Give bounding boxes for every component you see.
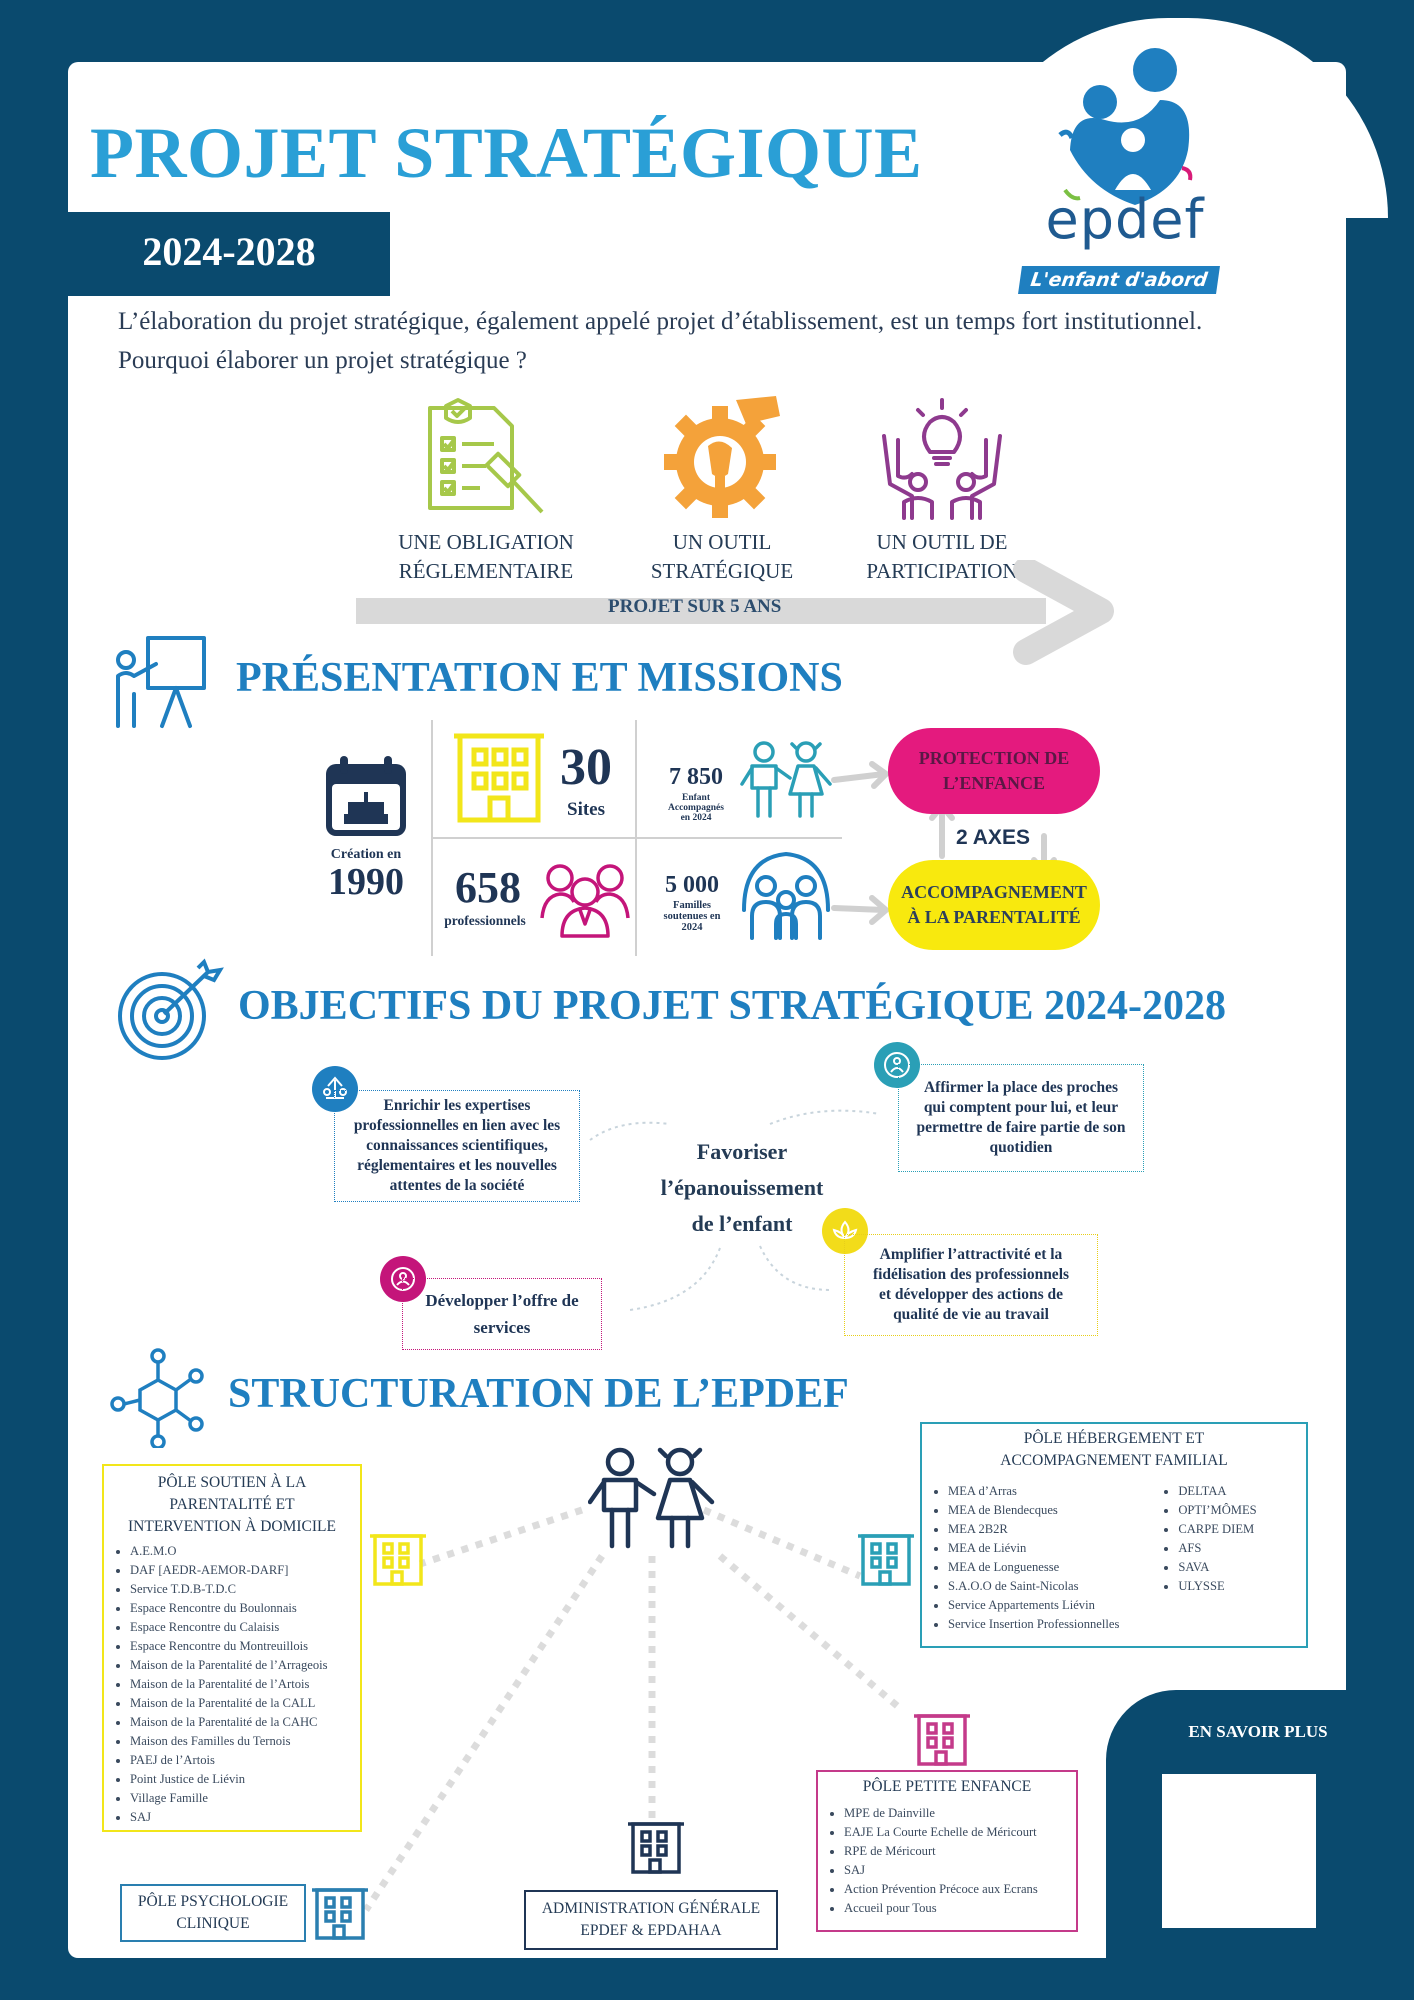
list-item: • Espace Rencontre du Calaisis <box>130 1618 360 1637</box>
presentation-icon-wrap <box>112 634 210 734</box>
pole-petite-enfance-title: PÔLE PETITE ENFANCE <box>862 1778 1032 1795</box>
hebergement-building-wrap <box>858 1530 914 1592</box>
why-label-participation: UN OUTIL DE PARTICIPATION <box>866 530 1018 583</box>
objective-attractivite: Amplifier l’attractivité et la fidélisation des professionnels et développer des actions de qualité de vie au travail <box>844 1234 1098 1336</box>
two-children-icon <box>738 740 834 820</box>
petite-enfance-building-icon <box>914 1710 970 1768</box>
list-item: • SAJ <box>844 1861 1076 1880</box>
presenter-board-icon <box>112 634 210 730</box>
list-item: • SAVA <box>1178 1558 1306 1577</box>
list-item: • MEA d’Arras <box>948 1482 1152 1501</box>
calendar-icon-wrap <box>322 754 410 844</box>
qr-code-placeholder[interactable] <box>1162 1774 1316 1928</box>
list-item: • Accueil pour Tous <box>844 1899 1076 1918</box>
list-item: • PAEJ de l’Artois <box>130 1751 360 1770</box>
creation-label: Création en <box>330 847 402 862</box>
children-icon-wrap <box>738 740 834 824</box>
pole-administration-box <box>524 1890 778 1950</box>
list-item: • S.A.O.O de Saint-Nicolas <box>948 1577 1152 1596</box>
list-item: • Service Insertion Professionnelles <box>948 1615 1152 1634</box>
raised-hands-bulb-icon <box>878 396 1008 521</box>
psychologie-building-icon <box>312 1884 368 1942</box>
pole-soutien-box <box>102 1464 362 1832</box>
objectives-title: OBJECTIFS DU PROJET STRATÉGIQUE 2024-2028 <box>238 983 1226 1029</box>
list-item: • Maison des Familles du Ternois <box>130 1732 360 1751</box>
children-label: Enfant Accompagnés en 2024 <box>668 793 724 823</box>
objective-center: Favoriser l’épanouissement de l’enfant <box>660 1139 824 1236</box>
pole-soutien-title: PÔLE SOUTIEN À LA PARENTALITÉ ET INTERVENTION À DOMICILE <box>128 1474 336 1535</box>
molecule-network-icon <box>110 1348 210 1448</box>
structure-title: STRUCTURATION DE L’EPDEF <box>228 1371 849 1417</box>
pole-psychologie-title: PÔLE PSYCHOLOGIE CLINIQUE <box>137 1893 289 1932</box>
families-value: 5 000 <box>665 872 719 898</box>
pole-soutien-list <box>104 1542 360 1827</box>
list-item: • Maison de la Parentalité de l’Artois <box>130 1675 360 1694</box>
list-item: • Espace Rencontre du Boulonnais <box>130 1599 360 1618</box>
pole-administration-title: ADMINISTRATION GÉNÉRALE EPDEF & EPDAHAA <box>541 1900 761 1939</box>
pole-hebergement-list-left <box>922 1482 1152 1634</box>
epdef-logo <box>1010 40 1240 300</box>
administration-building-icon <box>628 1818 684 1876</box>
list-item: • CARPE DIEM <box>1178 1520 1306 1539</box>
list-item: • Maison de la Parentalité de la CAHC <box>130 1713 360 1732</box>
team-icon-wrap <box>540 858 630 942</box>
objective-offre: Développer l’offre de services <box>402 1278 602 1350</box>
pole-hebergement-columns <box>922 1482 1306 1634</box>
pole-petite-enfance-list <box>818 1804 1076 1918</box>
savoir-plus-label[interactable]: EN SAVOIR PLUS <box>1188 1722 1328 1741</box>
axis-parentalite-pill: ACCOMPAGNEMENT À LA PARENTALITÉ <box>888 860 1100 950</box>
pole-petite-enfance-box <box>816 1770 1078 1932</box>
years-label: 2024-2028 <box>142 229 316 274</box>
why-label-obligation: UNE OBLIGATION RÉGLEMENTAIRE <box>398 530 574 583</box>
petite-enfance-building-wrap <box>914 1710 970 1772</box>
sites-label: Sites <box>567 799 605 820</box>
soutien-building-wrap <box>370 1530 426 1592</box>
list-item: • DELTAA <box>1178 1482 1306 1501</box>
list-item: • Village Famille <box>130 1789 360 1808</box>
list-item: • A.E.M.O <box>130 1542 360 1561</box>
arrow-label: PROJET SUR 5 ANS <box>608 596 782 617</box>
families-label: Familles soutenues en 2024 <box>663 900 721 934</box>
hebergement-building-icon <box>858 1530 914 1588</box>
list-item: • MEA de Longuenesse <box>948 1558 1152 1577</box>
calendar-cake-icon <box>322 754 410 840</box>
professionals-value: 658 <box>455 863 521 912</box>
pole-hebergement-list-right <box>1152 1482 1306 1634</box>
list-item: • Service T.D.B-T.D.C <box>130 1580 360 1599</box>
list-item: • SAJ <box>130 1808 360 1827</box>
list-item: • Espace Rencontre du Montreuillois <box>130 1637 360 1656</box>
building-icon <box>452 728 546 824</box>
list-item: • Maison de la Parentalité de l’Arrageois <box>130 1656 360 1675</box>
list-item: • RPE de Méricourt <box>844 1842 1076 1861</box>
objective-expertise: Enrichir les expertises professionnelles en lien avec les connaissances scientifiques, réglementaires et les nouvelles attentes de la société <box>334 1090 580 1202</box>
psychologie-building-wrap <box>312 1884 368 1946</box>
children-value: 7 850 <box>669 764 723 790</box>
why-label-strategic: UN OUTIL STRATÉGIQUE <box>650 530 794 583</box>
soutien-building-icon <box>370 1530 426 1588</box>
boy-girl-icon <box>588 1446 716 1550</box>
family-group-icon <box>736 850 836 940</box>
pole-hebergement-title: PÔLE HÉBERGEMENT ET ACCOMPAGNEMENT FAMILIAL <box>1000 1430 1228 1469</box>
intro-text: L’élaboration du projet stratégique, également appelé projet d’établissement, est un temps fort institutionnel. Pourquoi élaborer un projet stratégique ? <box>118 308 1203 374</box>
list-item: • ULYSSE <box>1178 1577 1306 1596</box>
sites-value: 30 <box>560 739 612 796</box>
list-item: • DAF [AEDR-AEMOR-DARF] <box>130 1561 360 1580</box>
team-people-icon <box>540 858 630 938</box>
list-item: • OPTI’MÔMES <box>1178 1501 1306 1520</box>
gear-hand-icon <box>658 396 788 521</box>
logo-name: epdef <box>1045 188 1205 251</box>
administration-building-wrap <box>628 1818 684 1880</box>
structure-icon-wrap <box>110 1348 210 1452</box>
pole-hebergement-box <box>920 1422 1308 1648</box>
creation-year: 1990 <box>328 861 404 903</box>
list-item: • AFS <box>1178 1539 1306 1558</box>
list-item: • EAJE La Courte Echelle de Méricourt <box>844 1823 1076 1842</box>
page-title: PROJET STRATÉGIQUE <box>90 113 923 193</box>
objective-proches: Affirmer la place des proches qui comptent pour lui, et leur permettre de faire partie de son quotidien <box>898 1064 1144 1172</box>
professionals-label: professionnels <box>444 913 526 928</box>
children-center-icon-wrap <box>588 1446 716 1554</box>
family-logo-icon <box>1010 40 1240 300</box>
families-icon-wrap <box>736 850 836 944</box>
pole-psychologie-box <box>120 1884 306 1942</box>
obligation-icon-wrap <box>416 396 556 525</box>
list-item: • MEA de Blendecques <box>948 1501 1152 1520</box>
list-item: • MPE de Dainville <box>844 1804 1076 1823</box>
objectives-icon-wrap <box>116 958 226 1066</box>
list-item: • Action Prévention Précoce aux Ecrans <box>844 1880 1076 1899</box>
strategic-icon-wrap <box>658 396 788 525</box>
list-item: • MEA 2B2R <box>948 1520 1152 1539</box>
list-item: • Service Appartements Liévin <box>948 1596 1152 1615</box>
checklist-gavel-icon <box>416 396 556 521</box>
building-icon-wrap <box>452 728 546 828</box>
target-icon <box>116 958 226 1062</box>
participation-icon-wrap <box>878 396 1008 525</box>
axis-protection-pill: PROTECTION DE L’ENFANCE <box>888 728 1100 814</box>
list-item: • MEA de Liévin <box>948 1539 1152 1558</box>
list-item: • Maison de la Parentalité de la CALL <box>130 1694 360 1713</box>
list-item: • Point Justice de Liévin <box>130 1770 360 1789</box>
logo-tagline: L'enfant d'abord <box>1018 266 1220 294</box>
axes-label: 2 AXES <box>956 826 1030 849</box>
presentation-title: PRÉSENTATION ET MISSIONS <box>236 655 843 701</box>
